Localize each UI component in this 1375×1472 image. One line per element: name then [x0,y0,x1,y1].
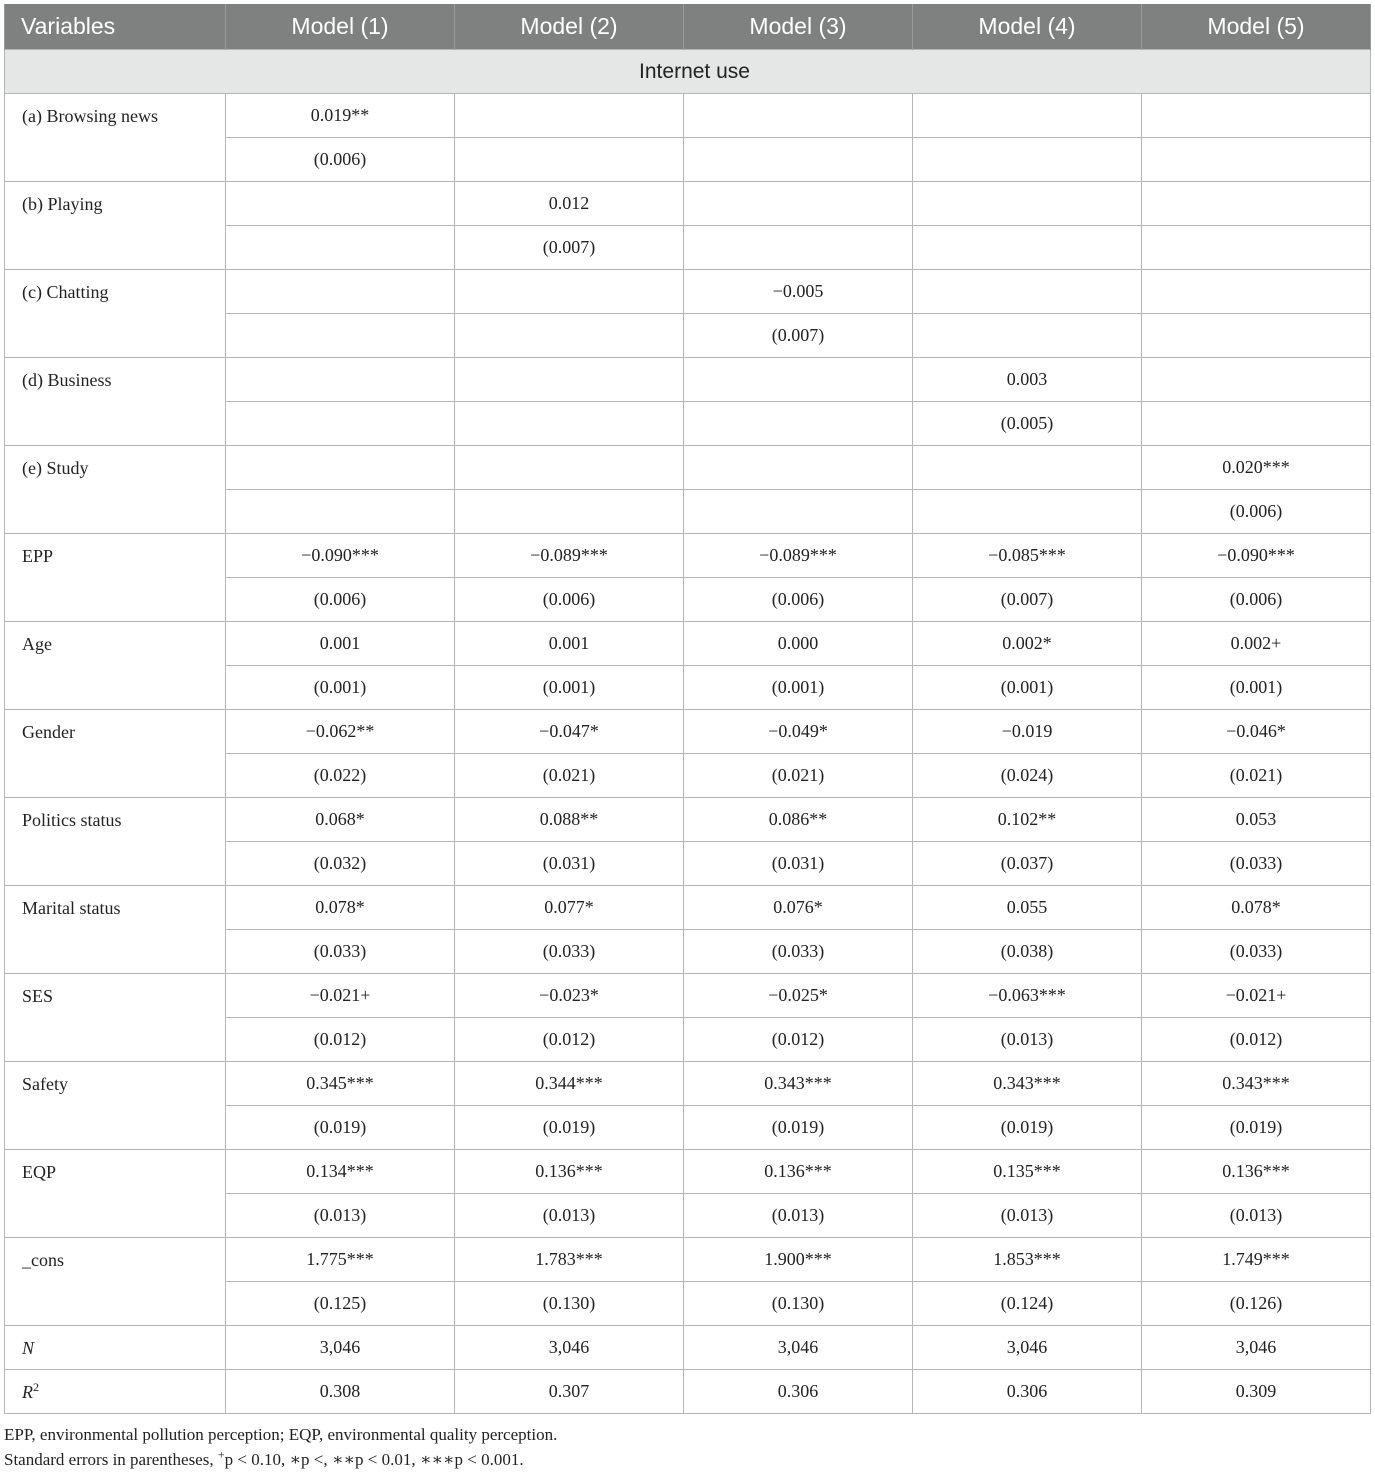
std-error-cell: (0.024) [913,754,1142,798]
coefficient-cell [455,358,684,402]
std-error-cell: (0.033) [684,930,913,974]
std-error-cell: (0.007) [913,578,1142,622]
coefficient-cell: −0.025* [684,974,913,1018]
std-error-cell: (0.124) [913,1282,1142,1326]
coefficient-cell: 0.102** [913,798,1142,842]
std-error-cell: (0.006) [226,138,455,182]
header-model-1: Model (1) [226,4,455,50]
coefficient-cell: 0.003 [913,358,1142,402]
r2-cell: 0.306 [684,1370,913,1414]
coefficient-cell [226,182,455,226]
std-error-cell [1142,314,1371,358]
std-error-cell [913,226,1142,270]
coefficient-cell [1142,94,1371,138]
std-error-cell: (0.007) [455,226,684,270]
std-error-cell: (0.126) [1142,1282,1371,1326]
table-row [5,182,1371,226]
n-cell: 3,046 [455,1326,684,1370]
coefficient-cell: 0.012 [455,182,684,226]
std-error-cell [455,314,684,358]
coefficient-cell: 1.900*** [684,1238,913,1282]
coefficient-cell [1142,270,1371,314]
coefficient-cell: 0.055 [913,886,1142,930]
coefficient-cell [684,94,913,138]
std-error-cell: (0.019) [913,1106,1142,1150]
coefficient-cell: 0.000 [684,622,913,666]
coefficient-cell: 0.068* [226,798,455,842]
variable-label: Marital status [5,886,226,974]
std-error-cell [913,314,1142,358]
variable-label: (d) Business [5,358,226,446]
n-cell: 3,046 [226,1326,455,1370]
table-row [5,534,1371,578]
n-label-text: N [22,1338,35,1358]
variable-label: (a) Browsing news [5,94,226,182]
notes-significance [4,1447,1370,1472]
notes-se-text: Standard errors in parentheses, [4,1450,218,1469]
coefficient-cell [913,94,1142,138]
r2-label [5,1370,226,1414]
table-row [5,1062,1371,1106]
variable-label: (e) Study [5,446,226,534]
results-table-container [4,4,1370,1472]
table-row [5,446,1371,490]
std-error-cell [226,402,455,446]
std-error-cell [684,402,913,446]
table-row [5,798,1371,842]
variable-label: (b) Playing [5,182,226,270]
std-error-cell: (0.013) [226,1194,455,1238]
header-model-5: Model (5) [1142,4,1371,50]
std-error-cell: (0.019) [684,1106,913,1150]
r2-cell: 0.307 [455,1370,684,1414]
regression-table [4,4,1371,1414]
coefficient-cell: 0.343*** [1142,1062,1371,1106]
variable-label: Age [5,622,226,710]
coefficient-cell: 1.749*** [1142,1238,1371,1282]
coefficient-cell [684,182,913,226]
variable-label: Safety [5,1062,226,1150]
std-error-cell: (0.006) [684,578,913,622]
n-row [5,1326,1371,1370]
std-error-cell: (0.033) [1142,930,1371,974]
coefficient-cell: −0.005 [684,270,913,314]
variable-label: (c) Chatting [5,270,226,358]
std-error-cell: (0.019) [226,1106,455,1150]
std-error-cell: (0.013) [455,1194,684,1238]
std-error-cell: (0.013) [913,1194,1142,1238]
coefficient-cell: 1.775*** [226,1238,455,1282]
std-error-cell [455,138,684,182]
n-cell: 3,046 [684,1326,913,1370]
notes-abbreviations: EPP, environmental pollution perception; EQP, environmental quality perception. [4,1425,558,1444]
std-error-cell: (0.125) [226,1282,455,1326]
std-error-cell: (0.013) [913,1018,1142,1062]
table-header [5,4,1371,50]
std-error-cell: (0.001) [1142,666,1371,710]
coefficient-cell [684,446,913,490]
coefficient-cell: 0.002+ [1142,622,1371,666]
n-cell: 3,046 [1142,1326,1371,1370]
coefficient-cell: 0.344*** [455,1062,684,1106]
std-error-cell: (0.021) [1142,754,1371,798]
std-error-cell [455,490,684,534]
std-error-cell: (0.001) [684,666,913,710]
variable-label: EPP [5,534,226,622]
table-body [5,50,1371,1414]
coefficient-cell [455,270,684,314]
table-row [5,622,1371,666]
n-label [5,1326,226,1370]
r2-label-sup: 2 [33,1380,39,1394]
std-error-cell [455,402,684,446]
table-row [5,270,1371,314]
std-error-cell: (0.013) [684,1194,913,1238]
n-cell: 3,046 [913,1326,1142,1370]
coefficient-cell: 0.001 [455,622,684,666]
header-model-2: Model (2) [455,4,684,50]
variable-label: _cons [5,1238,226,1326]
std-error-cell: (0.031) [684,842,913,886]
coefficient-cell: 0.001 [226,622,455,666]
table-row [5,710,1371,754]
variable-label: SES [5,974,226,1062]
std-error-cell: (0.031) [455,842,684,886]
coefficient-cell: 0.136*** [684,1150,913,1194]
table-row [5,358,1371,402]
std-error-cell: (0.012) [226,1018,455,1062]
notes-pvalues-text: p < 0.10, ∗p <, ∗∗p < 0.01, ∗∗∗p < 0.001. [224,1450,524,1469]
coefficient-cell: 0.086** [684,798,913,842]
std-error-cell: (0.005) [913,402,1142,446]
std-error-cell: (0.033) [455,930,684,974]
std-error-cell [1142,226,1371,270]
std-error-cell [1142,138,1371,182]
r2-cell: 0.309 [1142,1370,1371,1414]
std-error-cell: (0.130) [684,1282,913,1326]
table-notes [4,1422,1370,1472]
coefficient-cell: −0.019 [913,710,1142,754]
table-row [5,94,1371,138]
std-error-cell: (0.001) [226,666,455,710]
coefficient-cell: 1.783*** [455,1238,684,1282]
std-error-cell [684,490,913,534]
std-error-cell [226,490,455,534]
std-error-cell: (0.001) [455,666,684,710]
coefficient-cell: 0.088** [455,798,684,842]
variable-label: Politics status [5,798,226,886]
coefficient-cell: 0.134*** [226,1150,455,1194]
table-row [5,974,1371,1018]
coefficient-cell: 0.053 [1142,798,1371,842]
coefficient-cell [226,446,455,490]
coefficient-cell [226,358,455,402]
coefficient-cell: −0.021+ [226,974,455,1018]
coefficient-cell: −0.090*** [226,534,455,578]
std-error-cell: (0.007) [684,314,913,358]
std-error-cell [684,226,913,270]
std-error-cell [684,138,913,182]
std-error-cell: (0.006) [455,578,684,622]
std-error-cell: (0.019) [1142,1106,1371,1150]
r2-label-text: R [22,1382,33,1402]
coefficient-cell: −0.021+ [1142,974,1371,1018]
notes-plus-sup: + [217,1447,225,1462]
std-error-cell: (0.033) [226,930,455,974]
coefficient-cell: 0.076* [684,886,913,930]
coefficient-cell: 0.078* [1142,886,1371,930]
table-row [5,1238,1371,1282]
coefficient-cell: 0.135*** [913,1150,1142,1194]
coefficient-cell: −0.089*** [684,534,913,578]
coefficient-cell: −0.085*** [913,534,1142,578]
coefficient-cell: 0.136*** [455,1150,684,1194]
std-error-cell: (0.006) [1142,490,1371,534]
table-row [5,1150,1371,1194]
coefficient-cell: 0.345*** [226,1062,455,1106]
coefficient-cell [226,270,455,314]
std-error-cell: (0.001) [913,666,1142,710]
coefficient-cell [913,446,1142,490]
std-error-cell: (0.038) [913,930,1142,974]
table-row [5,886,1371,930]
coefficient-cell: −0.046* [1142,710,1371,754]
header-model-4: Model (4) [913,4,1142,50]
section-label: Internet use [5,50,1371,94]
std-error-cell [913,138,1142,182]
std-error-cell [226,314,455,358]
header-variables: Variables [5,4,226,50]
coefficient-cell: 0.077* [455,886,684,930]
coefficient-cell: 0.078* [226,886,455,930]
section-row [5,50,1371,94]
header-model-3: Model (3) [684,4,913,50]
std-error-cell: (0.033) [1142,842,1371,886]
coefficient-cell: −0.023* [455,974,684,1018]
coefficient-cell [1142,182,1371,226]
std-error-cell: (0.012) [684,1018,913,1062]
r2-row [5,1370,1371,1414]
coefficient-cell: 0.019** [226,94,455,138]
std-error-cell: (0.012) [1142,1018,1371,1062]
coefficient-cell: 0.343*** [684,1062,913,1106]
coefficient-cell [455,446,684,490]
coefficient-cell [684,358,913,402]
std-error-cell [1142,402,1371,446]
coefficient-cell [1142,358,1371,402]
r2-cell: 0.306 [913,1370,1142,1414]
r2-cell: 0.308 [226,1370,455,1414]
coefficient-cell [913,182,1142,226]
std-error-cell: (0.021) [455,754,684,798]
std-error-cell: (0.019) [455,1106,684,1150]
std-error-cell [226,226,455,270]
variable-label: EQP [5,1150,226,1238]
coefficient-cell: 0.002* [913,622,1142,666]
std-error-cell: (0.013) [1142,1194,1371,1238]
std-error-cell: (0.037) [913,842,1142,886]
coefficient-cell [455,94,684,138]
coefficient-cell: 0.343*** [913,1062,1142,1106]
std-error-cell: (0.022) [226,754,455,798]
std-error-cell: (0.006) [1142,578,1371,622]
coefficient-cell: −0.062** [226,710,455,754]
coefficient-cell: −0.063*** [913,974,1142,1018]
coefficient-cell: −0.090*** [1142,534,1371,578]
std-error-cell: (0.032) [226,842,455,886]
coefficient-cell: −0.047* [455,710,684,754]
std-error-cell: (0.130) [455,1282,684,1326]
coefficient-cell [913,270,1142,314]
coefficient-cell: 0.136*** [1142,1150,1371,1194]
coefficient-cell: −0.089*** [455,534,684,578]
coefficient-cell: 0.020*** [1142,446,1371,490]
std-error-cell: (0.012) [455,1018,684,1062]
coefficient-cell: −0.049* [684,710,913,754]
coefficient-cell: 1.853*** [913,1238,1142,1282]
std-error-cell: (0.021) [684,754,913,798]
std-error-cell [913,490,1142,534]
std-error-cell: (0.006) [226,578,455,622]
variable-label: Gender [5,710,226,798]
